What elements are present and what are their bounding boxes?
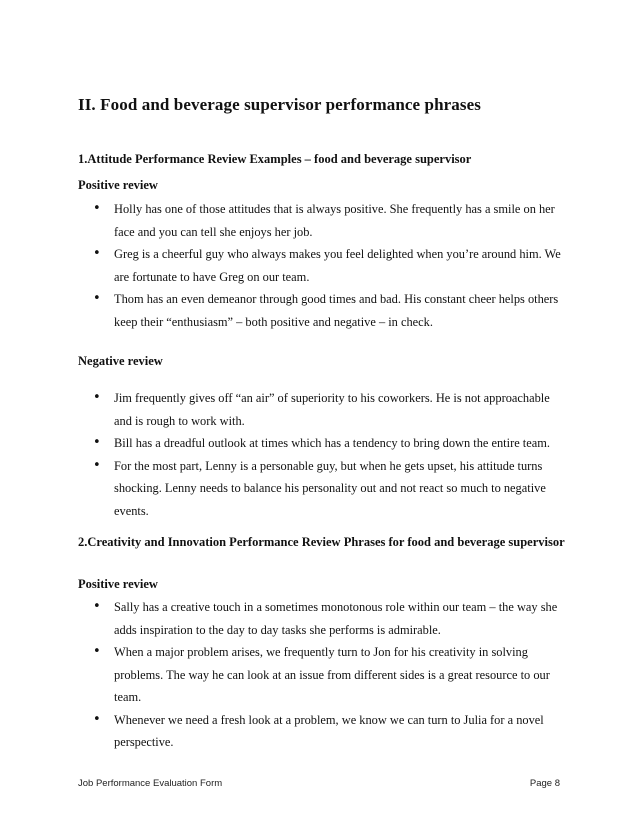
list-item: • Thom has an even demeanor through good times and bad. His constant cheer helps others keep their “enthusiasm” – both positive and negative – in check. <box>78 288 568 333</box>
negative-review-list <box>78 387 568 522</box>
negative-review-label: Negative review <box>78 354 163 368</box>
list-item: • Holly has one of those attitudes that is always positive. She frequently has a smile on her face and you can tell she enjoys her job. <box>78 198 568 243</box>
page-title: II. Food and beverage supervisor performance phrases <box>78 95 481 114</box>
positive-review-label: Positive review <box>78 577 158 591</box>
list-item: • Greg is a cheerful guy who always makes you feel delighted when you’re around him. We are fortunate to have Greg on our team. <box>78 243 568 288</box>
list-item: • When a major problem arises, we frequently turn to Jon for his creativity in solving problems. The way he can look at an issue from different sides is a great resource to our team. <box>78 641 568 709</box>
list-item: • Jim frequently gives off “an air” of superiority to his coworkers. He is not approachable and is rough to work with. <box>78 387 568 432</box>
list-item: • For the most part, Lenny is a personable guy, but when he gets upset, his attitude turns shocking. Lenny needs to balance his personality out and not react so much to negative events. <box>78 455 568 523</box>
list-item: • Whenever we need a fresh look at a problem, we know we can turn to Julia for a novel perspective. <box>78 709 568 754</box>
positive-review-list <box>78 198 568 333</box>
footer-form-name: Job Performance Evaluation Form <box>78 778 223 789</box>
list-item: • Sally has a creative touch in a sometimes monotonous role within our team – the way she adds inspiration to the day to day tasks she performs is admirable. <box>78 596 568 641</box>
positive-review-label: Positive review <box>78 178 158 192</box>
positive-review-list <box>78 596 568 754</box>
footer-page-number: Page 8 <box>529 778 560 789</box>
list-item: • Bill has a dreadful outlook at times which has a tendency to bring down the entire team. <box>78 432 568 455</box>
section-heading-attitude: 1.Attitude Performance Review Examples – food and beverage supervisor <box>78 152 472 166</box>
section-heading-creativity: 2.Creativity and Innovation Performance Review Phrases for food and beverage supervisor <box>78 535 565 549</box>
